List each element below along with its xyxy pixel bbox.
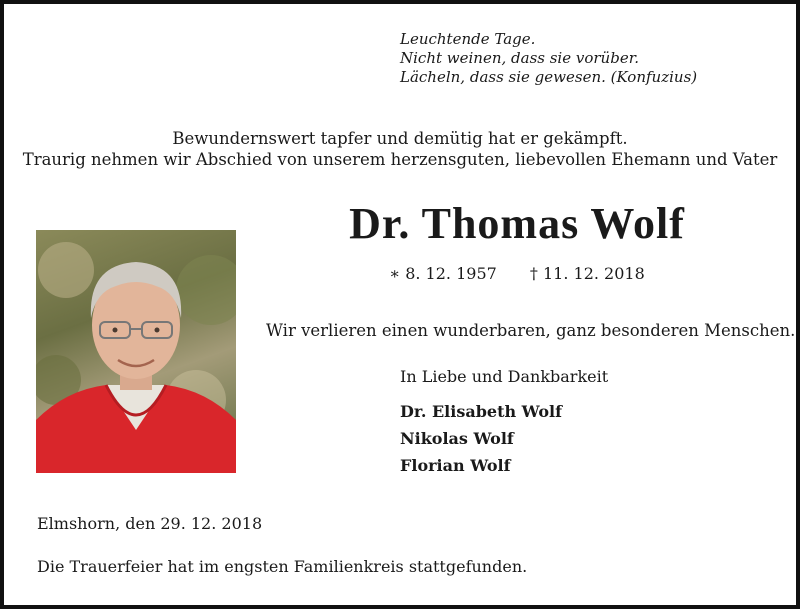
- birth-date: ∗ 8. 12. 1957: [389, 264, 497, 283]
- grief-line: In Liebe und Dankbarkeit: [400, 367, 609, 386]
- place-date: Elmshorn, den 29. 12. 2018: [37, 514, 263, 533]
- death-date: † 11. 12. 2018: [529, 264, 645, 283]
- family-member: Dr. Elisabeth Wolf: [400, 402, 562, 421]
- intro-line: Bewundernswert tapfer und demütig hat er gekämpft.: [172, 129, 628, 148]
- portrait-illustration: [36, 230, 236, 473]
- intro-line: Traurig nehmen wir Abschied von unserem herzensguten, liebevollen Ehemann und Vater: [22, 150, 778, 169]
- funeral-note: Die Trauerfeier hat im engsten Familienkreis stattgefunden.: [37, 557, 528, 576]
- intro-text: [4, 128, 796, 170]
- tribute-line: Wir verlieren einen wunderbaren, ganz besonderen Menschen.: [266, 321, 796, 340]
- quote-line: Lächeln, dass sie gewesen. (Konfuzius): [400, 68, 698, 86]
- deceased-name: Dr. Thomas Wolf: [349, 199, 685, 248]
- portrait-photo: [36, 230, 236, 473]
- confucius-quote: [400, 30, 697, 87]
- family-member: Florian Wolf: [400, 456, 511, 475]
- family-member: Nikolas Wolf: [400, 429, 514, 448]
- life-dates: [260, 264, 774, 283]
- quote-line: Nicht weinen, dass sie vorüber.: [400, 49, 639, 67]
- family-list: [400, 398, 562, 479]
- quote-line: Leuchtende Tage.: [400, 30, 536, 48]
